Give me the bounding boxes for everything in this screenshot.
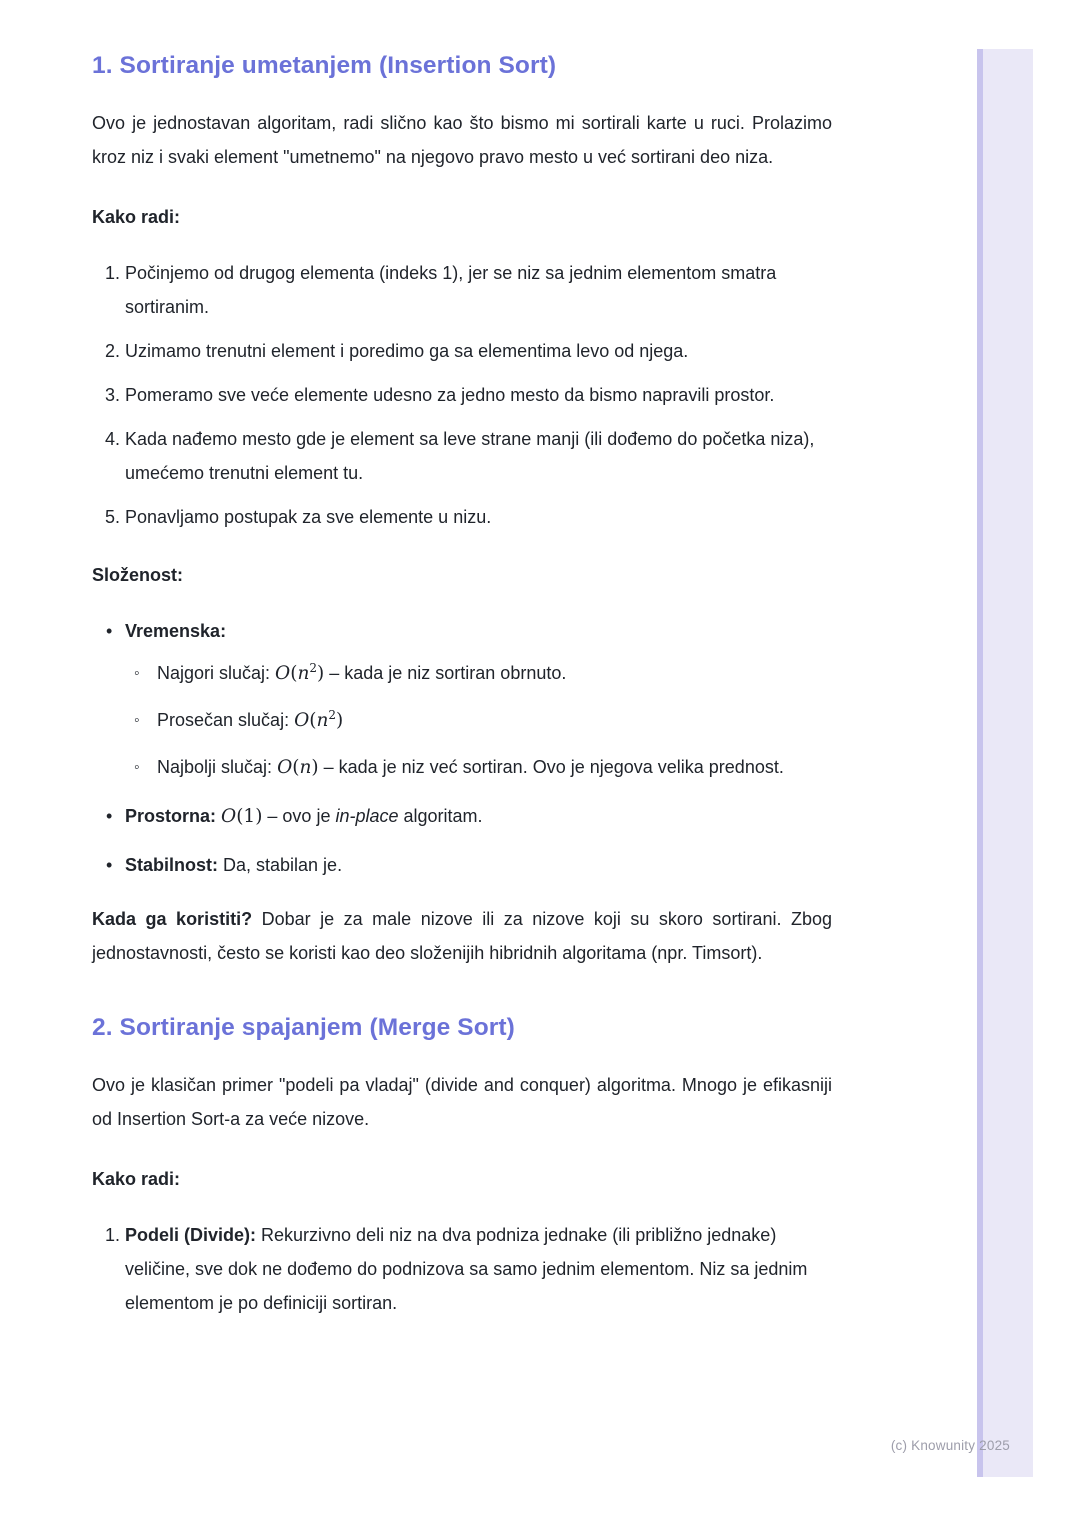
merge-steps-list [92,1218,832,1320]
page-content [92,52,832,1344]
section-1-heading: 1. Sortiranje umetanjem (Insertion Sort) [92,52,557,79]
best-case-label: Najbolji slučaj: [157,757,278,777]
worst-case-label: Najgori slučaj: [157,663,276,683]
time-complexity-sublist [125,656,832,785]
list-item-divide [125,1218,832,1320]
how-it-works-label-2: Kako radi: [92,1169,181,1189]
section-1-intro: Ovo je jednostavan algoritam, radi slično kao što bismo mi sortirali karte u ruci. Prolazimo kroz niz i svaki element "umetnemo" na njegovo pravo mesto u već sortirani deo niza. [92,113,832,167]
scrollbar-track[interactable] [977,49,1033,1477]
list-item-stability [125,848,832,882]
big-o-n: O(n) [277,757,319,778]
list-item: 5. Ponavljamo postupak za sve elemente u nizu. [125,500,832,534]
space-complexity-text: – ovo je [262,806,336,826]
usage-label: Kada ga koristiti? [92,909,253,929]
complexity-label: Složenost: [92,565,184,585]
time-complexity-label: Vremenska: [125,621,227,641]
usage-text: Dobar je za male nizove ili za nizove koji su skoro sortirani. Zbog jednostavnosti, često se koristi kao deo složenijih hibridnih algoritama (npr. Timsort). [92,909,832,963]
how-it-works-label-1: Kako radi: [92,207,181,227]
list-item: 3. Pomeramo sve veće elemente udesno za jedno mesto da bismo napravili prostor. [125,378,832,412]
divide-text: Rekurzivno deli niz na dva podniza jednake (ili približno jednake) veličine, sve dok ne dođemo do podnizova sa samo jednim elementom. Niz sa jednim elementom je po definiciji sortiran. [125,1225,808,1313]
stability-text: Da, stabilan je. [218,855,343,875]
list-item: 2. Uzimamo trenutni element i poredimo ga sa elementima levo od njega. [125,334,832,368]
space-complexity-text: algoritam. [398,806,483,826]
section-2-intro: Ovo je klasičan primer "podeli pa vladaj" (divide and conquer) algoritma. Mnogo je efikasniji od Insertion Sort-a za veće nizove. [92,1075,832,1129]
average-case-label: Prosečan slučaj: [157,710,295,730]
list-item-worst-case [157,656,832,691]
space-complexity-label: Prostorna: [125,806,222,826]
copyright-footer: (c) Knowunity 2025 [890,1438,1010,1453]
section-2-heading: 2. Sortiranje spajanjem (Merge Sort) [92,1014,515,1041]
usage-paragraph [92,902,832,970]
best-case-text: – kada je niz već sortiran. Ovo je njegova velika prednost. [318,757,784,777]
list-item-best-case [157,750,832,785]
big-o-1: O(1) [221,806,263,827]
list-item: 1. Počinjemo od drugog elementa (indeks 1), jer se niz sa jednim elementom smatra sortiranim. [125,256,832,324]
insertion-steps-list [92,256,832,534]
big-o-n-squared: $O(n^2)$ [294,707,344,731]
divide-label: Podeli (Divide): [125,1225,257,1245]
in-place-term: in-place [335,806,399,826]
worst-case-text: – kada je niz sortiran obrnuto. [324,663,567,683]
list-item-time-complexity [125,614,832,785]
big-o-n-squared: $O(n^2)$ [275,660,325,684]
list-item-average-case [157,703,832,738]
list-item-space-complexity [125,799,832,834]
stability-label: Stabilnost: [125,855,218,875]
complexity-list [92,614,832,882]
list-item: 4. Kada nađemo mesto gde je element sa leve strane manji (ili dođemo do početka niza), umećemo trenutni element tu. [125,422,832,490]
